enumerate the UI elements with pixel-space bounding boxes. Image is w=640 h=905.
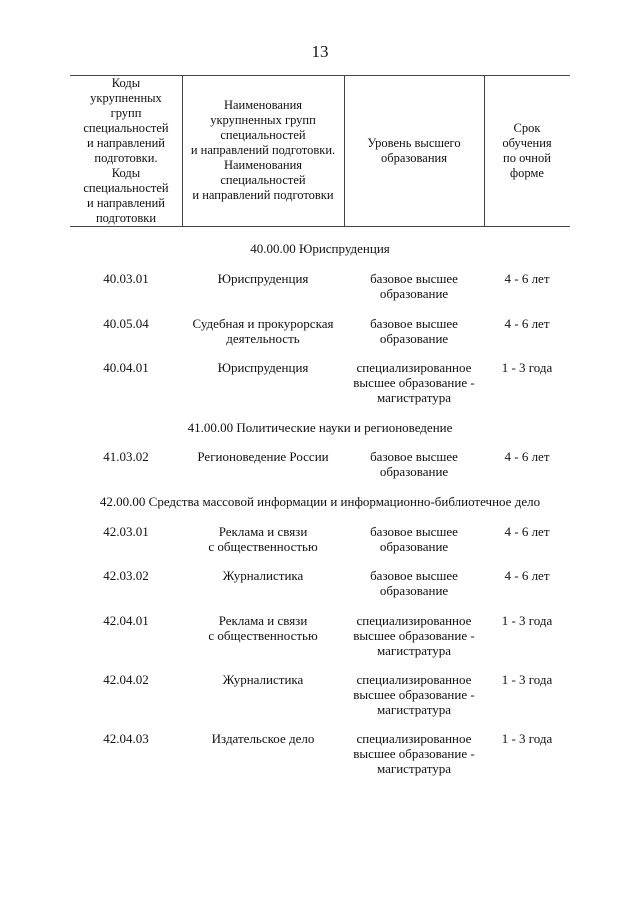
header-codes-text: Коды укрупненных групп специальностей и направлений подготовки. Коды специальностей и направлений подготовки: [83, 75, 169, 225]
row-duration: 4 - 6 лет: [504, 316, 550, 331]
row-name: Судебная и прокурорская деятельность: [192, 316, 334, 346]
header-level: [344, 75, 484, 226]
row-duration: 4 - 6 лет: [504, 271, 550, 286]
row-level: специализированное высшее образование - магистратура: [353, 672, 475, 717]
row-name: Издательское дело: [211, 731, 315, 746]
row-code: 42.03.01: [103, 524, 149, 539]
row-code: 40.05.04: [103, 316, 149, 331]
row-duration: 4 - 6 лет: [504, 524, 550, 539]
row-duration: 1 - 3 года: [501, 731, 553, 746]
header-names-text: Наименования укрупненных групп специальностей и направлений подготовки. Наименования специальностей и направлений подготовки: [190, 98, 336, 202]
row-duration: 4 - 6 лет: [504, 449, 550, 464]
row-code: 42.03.02: [103, 568, 149, 583]
table-header-bottom-border: [70, 226, 570, 227]
header-level-text: Уровень высшего образования: [367, 135, 461, 165]
section-title: 41.00.00 Политические науки и регионоведение: [187, 420, 453, 435]
section-title: 40.00.00 Юриспруденция: [250, 241, 390, 256]
row-code: 41.03.02: [103, 449, 149, 464]
page-number: 13: [311, 42, 329, 61]
row-name: Реклама и связи с общественностью: [208, 613, 318, 643]
row-level: базовое высшее образование: [370, 271, 458, 301]
row-name: Реклама и связи с общественностью: [208, 524, 318, 554]
row-code: 42.04.02: [103, 672, 149, 687]
table-row: [70, 672, 570, 732]
row-duration: 1 - 3 года: [501, 672, 553, 687]
row-level: базовое высшее образование: [370, 524, 458, 554]
row-level: базовое высшее образование: [370, 449, 458, 479]
row-level: базовое высшее образование: [370, 316, 458, 346]
header-duration: [484, 75, 570, 226]
table-row: [70, 731, 570, 791]
table-row: [70, 360, 570, 420]
row-level: специализированное высшее образование - магистратура: [353, 731, 475, 776]
header-duration-text: Срок обучения по очной форме: [502, 120, 552, 180]
row-name: Юриспруденция: [217, 271, 309, 286]
row-code: 40.04.01: [103, 360, 149, 375]
row-level: специализированное высшее образование - магистратура: [353, 360, 475, 405]
row-code: 40.03.01: [103, 271, 149, 286]
row-name: Регионоведение России: [197, 449, 329, 464]
row-code: 42.04.03: [103, 731, 149, 746]
row-duration: 1 - 3 года: [501, 613, 553, 628]
section-title: 42.00.00 Средства массовой информации и информационно-библиотечное дело: [99, 494, 541, 509]
row-level: специализированное высшее образование - магистратура: [353, 613, 475, 658]
row-name: Журналистика: [222, 672, 304, 687]
row-duration: 1 - 3 года: [501, 360, 553, 375]
header-codes: [70, 75, 182, 226]
row-name: Юриспруденция: [217, 360, 309, 375]
row-code: 42.04.01: [103, 613, 149, 628]
header-names: [182, 75, 344, 226]
row-name: Журналистика: [222, 568, 304, 583]
row-duration: 4 - 6 лет: [504, 568, 550, 583]
table-row: [70, 613, 570, 673]
row-level: базовое высшее образование: [370, 568, 458, 598]
